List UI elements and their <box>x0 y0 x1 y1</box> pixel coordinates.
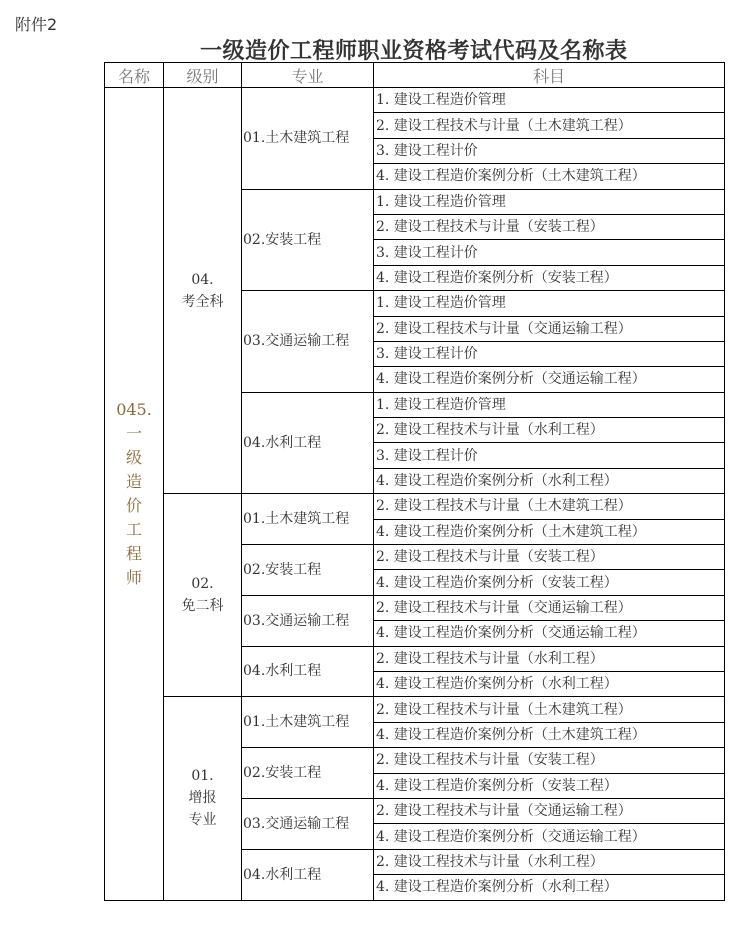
subject-cell: 2. 建设工程技术与计量（土木建筑工程） <box>374 494 725 519</box>
header-name: 名称 <box>105 63 164 88</box>
table-row <box>105 88 725 113</box>
subject-cell: 2. 建设工程技术与计量（安装工程） <box>374 214 725 239</box>
subject-cell: 4. 建设工程造价案例分析（安装工程） <box>374 773 725 798</box>
subject-cell: 4. 建设工程造价案例分析（安装工程） <box>374 265 725 290</box>
major-cell: 02.安装工程 <box>242 545 374 596</box>
exam-code-table <box>104 62 725 901</box>
subject-cell: 1. 建设工程造价管理 <box>374 291 725 316</box>
cert-name-cell <box>105 88 164 901</box>
cert-name-char: 师 <box>125 567 142 587</box>
level-cell <box>164 697 242 900</box>
subject-cell: 2. 建设工程技术与计量（水利工程） <box>374 849 725 874</box>
major-cell: 04.水利工程 <box>242 646 374 697</box>
table-row <box>105 697 725 722</box>
level-label: 专业 <box>188 812 217 829</box>
cert-name-char: 程 <box>125 543 142 563</box>
subject-cell: 2. 建设工程技术与计量（水利工程） <box>374 646 725 671</box>
level-cell <box>164 88 242 494</box>
major-cell: 03.交通运输工程 <box>242 595 374 646</box>
subject-cell: 4. 建设工程造价案例分析（水利工程） <box>374 671 725 696</box>
cert-name-char: 一 <box>125 423 142 443</box>
header-subject: 科目 <box>374 63 725 88</box>
major-cell: 01.土木建筑工程 <box>242 494 374 545</box>
cert-name-char: 造 <box>125 471 142 491</box>
subject-cell: 3. 建设工程计价 <box>374 138 725 163</box>
level-label: 增报 <box>188 790 217 807</box>
subject-cell: 2. 建设工程技术与计量（安装工程） <box>374 545 725 570</box>
subject-cell: 3. 建设工程计价 <box>374 240 725 265</box>
subject-cell: 2. 建设工程技术与计量（水利工程） <box>374 418 725 443</box>
subject-cell: 2. 建设工程技术与计量（交通运输工程） <box>374 316 725 341</box>
attachment-label: 附件2 <box>15 15 58 34</box>
major-cell: 03.交通运输工程 <box>242 798 374 849</box>
header-level: 级别 <box>164 63 242 88</box>
major-cell: 02.安装工程 <box>242 748 374 799</box>
cert-name-char: 级 <box>125 447 142 467</box>
major-cell: 02.安装工程 <box>242 189 374 291</box>
subject-cell: 2. 建设工程技术与计量（交通运输工程） <box>374 595 725 620</box>
page-title: 一级造价工程师职业资格考试代码及名称表 <box>200 39 628 64</box>
level-code: 02. <box>191 576 214 593</box>
level-cell <box>164 494 242 697</box>
cert-name-char: 价 <box>125 495 142 515</box>
major-cell: 04.水利工程 <box>242 392 374 494</box>
subject-cell: 2. 建设工程技术与计量（安装工程） <box>374 748 725 773</box>
level-label: 考全科 <box>181 293 224 310</box>
subject-cell: 4. 建设工程造价案例分析（土木建筑工程） <box>374 519 725 544</box>
major-cell: 03.交通运输工程 <box>242 291 374 393</box>
subject-cell: 2. 建设工程技术与计量（土木建筑工程） <box>374 113 725 138</box>
subject-cell: 4. 建设工程造价案例分析（土木建筑工程） <box>374 164 725 189</box>
subject-cell: 4. 建设工程造价案例分析（水利工程） <box>374 875 725 900</box>
level-label: 免二科 <box>181 598 224 615</box>
major-cell: 04.水利工程 <box>242 849 374 900</box>
subject-cell: 3. 建设工程计价 <box>374 443 725 468</box>
subject-cell: 1. 建设工程造价管理 <box>374 392 725 417</box>
subject-cell: 4. 建设工程造价案例分析（交通运输工程） <box>374 824 725 849</box>
table-header-row <box>105 63 725 88</box>
major-cell: 01.土木建筑工程 <box>242 697 374 748</box>
subject-cell: 4. 建设工程造价案例分析（水利工程） <box>374 468 725 493</box>
table-row <box>105 494 725 519</box>
subject-cell: 3. 建设工程计价 <box>374 341 725 366</box>
subject-cell: 1. 建设工程造价管理 <box>374 189 725 214</box>
subject-cell: 2. 建设工程技术与计量（土木建筑工程） <box>374 697 725 722</box>
header-major: 专业 <box>242 63 374 88</box>
level-code: 01. <box>191 768 214 785</box>
subject-cell: 4. 建设工程造价案例分析（安装工程） <box>374 570 725 595</box>
major-cell: 01.土木建筑工程 <box>242 88 374 190</box>
cert-name-char: 工 <box>125 519 142 539</box>
cert-code: 045. <box>116 399 152 419</box>
subject-cell: 1. 建设工程造价管理 <box>374 88 725 113</box>
level-code: 04. <box>191 271 214 288</box>
subject-cell: 2. 建设工程技术与计量（交通运输工程） <box>374 798 725 823</box>
subject-cell: 4. 建设工程造价案例分析（土木建筑工程） <box>374 722 725 747</box>
subject-cell: 4. 建设工程造价案例分析（交通运输工程） <box>374 367 725 392</box>
subject-cell: 4. 建设工程造价案例分析（交通运输工程） <box>374 621 725 646</box>
